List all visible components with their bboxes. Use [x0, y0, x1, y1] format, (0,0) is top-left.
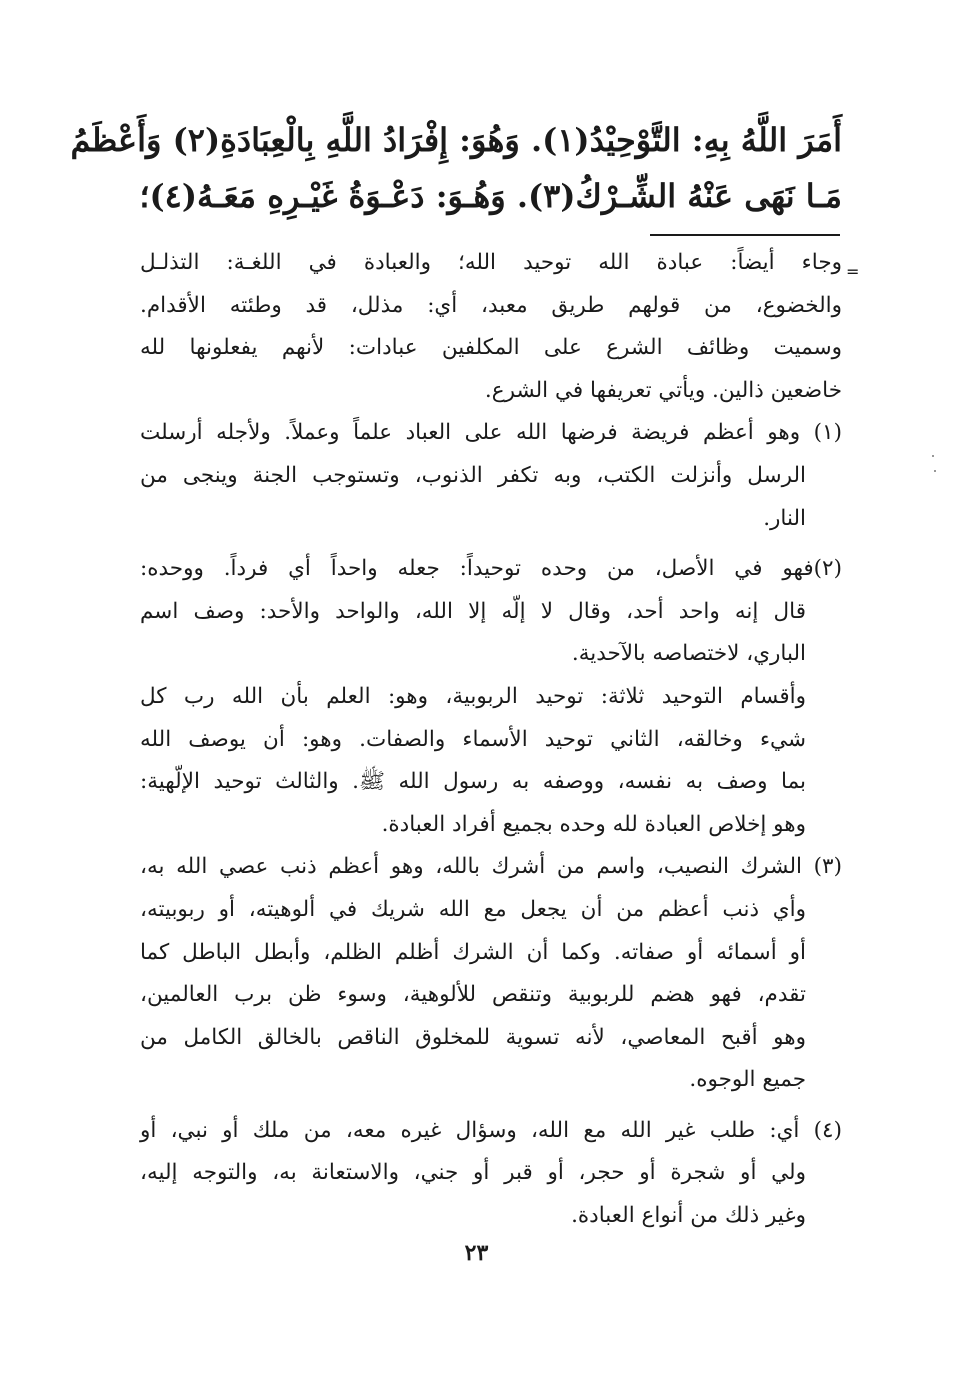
- scan-speck: [932, 455, 934, 457]
- footnote-continuation: [140, 242, 842, 412]
- footnote-line: (٢)فهو في الأصل، من وحده توحيداً: جعله واحداً أي فرداً. ووحده:: [140, 556, 842, 582]
- page-number: ٢٣: [464, 1240, 489, 1266]
- footnote-line: شيء وخالقه، الثاني توحيد الأسماء والصفات. وهو: أن يوصف الله: [140, 726, 806, 752]
- footnote-line: جميع الوجوه.: [689, 1067, 806, 1093]
- footnote-line: وهو إخلاص العبادة لله وحده بجميع أفراد العبادة.: [381, 811, 806, 837]
- main-text-line: مَـا نَهَى عَنْهُ الشِّـرْكُ(٣). وَهُـوَ: دَعْـوَةُ غَيْـرِهِ مَعَـهُ(٤)؛: [139, 177, 842, 215]
- main-text: [70, 112, 842, 224]
- footnote-separator: [650, 234, 840, 236]
- scan-speck: [934, 470, 936, 472]
- footnote-1: [140, 412, 842, 540]
- footnote-2: [140, 548, 842, 676]
- footnotes-section: [140, 242, 842, 1238]
- footnote-4: [140, 1110, 842, 1238]
- footnote-line: وسميت وظائف الشرع على المكلفين عبادات: لأنهم يفعلونها لله: [140, 335, 842, 361]
- footnote-line: تقدم، فهو هضم للربوبية وتنقص للألوهية، وسوء ظن برب العالمين،: [140, 982, 806, 1008]
- footnote-line: خاضعين ذالين. ويأتي تعريفها في الشرع.: [484, 377, 842, 403]
- footnote-line: أو أسمائه أو صفاته. وكما أن الشرك أظلم الظلم، وأبطل الباطل كما: [140, 939, 806, 965]
- footnote-line: وغير ذلك من أنواع العبادة.: [571, 1203, 806, 1229]
- footnote-line: الباري، لاختصاصه بالآحدية.: [571, 641, 806, 667]
- footnote-line: والخضوع، من قولهم طريق معبد، أي: مذلل، قد وطئته الأقدام.: [140, 292, 842, 318]
- footnote-line: (١) وهو أعظم فريضة فرضها الله على العباد علماً وعملاً. ولأجله أرسلت: [140, 420, 842, 446]
- footnote-line: وأقسام التوحيد ثلاثة: توحيد الربوبية، وهو: العلم بأن الله رب كل: [140, 683, 806, 709]
- footnote-line: (٤) أي: طلب غير الله مع الله، وسؤال غيره معه، من ملك أو نبي، أو: [140, 1117, 842, 1143]
- footnote-line: (٣) الشرك النصيب، واسم من أشرك بالله، وهو أعظم ذنب عصي الله به،: [140, 854, 842, 880]
- footnote-line: بما وصف به نفسه، ووصفه به رسول الله ﷺ. والثالث توحيد الإلّهية:: [140, 769, 806, 795]
- footnote-gap: [140, 540, 842, 548]
- main-text-line: أَمَرَ اللَّهُ بِهِ: التَّوْحِيْدُ(١). وَهُوَ: إِفْرَادُ اللَّهِ بِالْعِبَادَةِ(٢) وَأَعْظَمُ: [70, 121, 842, 159]
- footnote-gap: [140, 1102, 842, 1110]
- continuation-mark: =: [846, 262, 860, 281]
- footnote-line: قال إنه واحد أحد، وقال لا إلّه إلا الله، والواحد والأحد: وصف اسم: [140, 598, 806, 624]
- footnote-line: ولي أو شجرة أو حجر، أو قبر أو جني، والاستعانة به، والتوجه إليه،: [140, 1160, 806, 1186]
- footnote-3: [140, 846, 842, 1102]
- footnote-line: وهو أقبح المعاصي، لأنه تسوية للمخلوق الناقص بالخالق الكامل من: [140, 1024, 806, 1050]
- footnote-line: الرسل وأنزلت الكتب، وبه تكفر الذنوب، وتستوجب الجنة وينجى من: [140, 462, 806, 488]
- footnote-line: النار.: [763, 505, 806, 531]
- footnote-line: وأي ذنب أعظم من أن يجعل مع الله شريك في ألوهيته، أو ربوبيته،: [140, 896, 806, 922]
- footnote-2-continued: [140, 676, 842, 846]
- footnote-line: وجاء أيضاً: عبادة الله توحيد الله؛ والعبادة في اللغـة: التذلـل: [140, 250, 842, 275]
